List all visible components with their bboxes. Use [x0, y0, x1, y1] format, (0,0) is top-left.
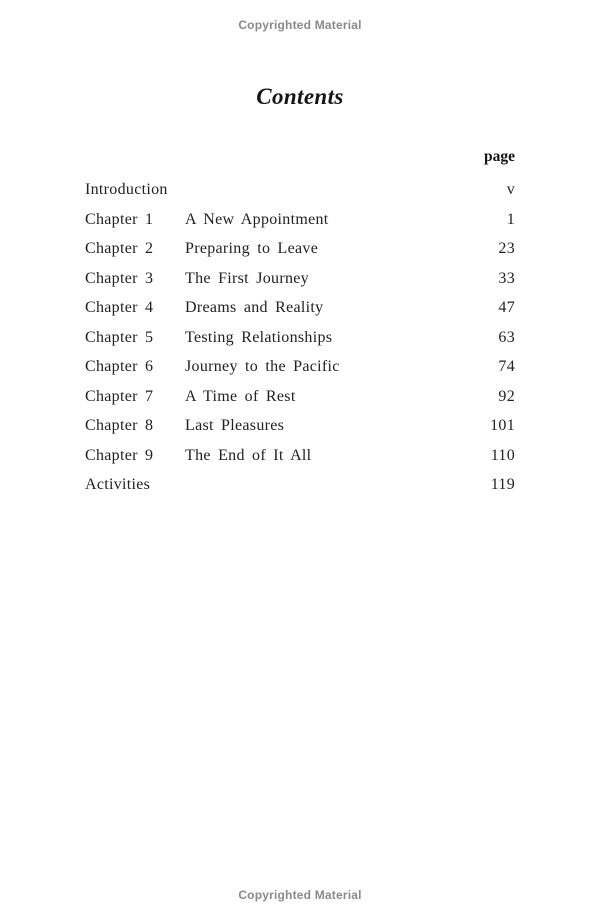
toc-row-page: 119 — [490, 476, 515, 493]
toc-row-label: Chapter 1 — [85, 210, 154, 228]
table-of-contents — [85, 146, 515, 500]
toc-row-page: 47 — [498, 299, 515, 316]
toc-row-label: Introduction — [85, 181, 168, 198]
toc-row-chapter-8 — [85, 411, 515, 441]
toc-row-page: 33 — [498, 269, 515, 287]
toc-row-page: 110 — [490, 446, 515, 464]
toc-row-title: Dreams and Reality — [185, 299, 324, 316]
toc-row-title: A Time of Rest — [185, 387, 296, 405]
toc-row-label: Chapter 8 — [85, 417, 154, 434]
toc-row-title — [185, 470, 455, 500]
toc-row-title: Journey to the Pacific — [185, 358, 340, 375]
toc-row-title: The End of It All — [185, 446, 312, 464]
toc-row-label: Chapter 6 — [85, 358, 154, 375]
toc-row-introduction — [85, 175, 515, 205]
toc-row-title: Last Pleasures — [185, 417, 285, 434]
copyright-footer: Copyrighted Material — [238, 888, 362, 902]
copyright-header: Copyrighted Material — [238, 18, 362, 32]
toc-row-chapter-5 — [85, 323, 515, 353]
toc-page-column-header: page — [484, 148, 515, 165]
page-title: Contents — [256, 84, 344, 109]
toc-row-chapter-6 — [85, 352, 515, 382]
toc-row-label: Chapter 7 — [85, 387, 154, 405]
toc-row-label: Chapter 3 — [85, 269, 154, 287]
toc-row-activities — [85, 470, 515, 500]
toc-row-page: v — [506, 181, 515, 198]
toc-row-chapter-4 — [85, 293, 515, 323]
toc-row-label: Activities — [85, 476, 151, 493]
toc-row-page: 1 — [506, 210, 515, 228]
toc-row-chapter-2 — [85, 234, 515, 264]
toc-row-page: 92 — [498, 387, 515, 405]
toc-row-title: Preparing to Leave — [185, 240, 319, 257]
toc-row-title: Testing Relationships — [185, 328, 333, 346]
toc-row-title: A New Appointment — [185, 210, 329, 228]
toc-row-label: Chapter 4 — [85, 299, 154, 316]
toc-row-chapter-9 — [85, 441, 515, 471]
toc-row-chapter-1 — [85, 205, 515, 235]
toc-row-title — [185, 175, 455, 205]
toc-row-page: 23 — [498, 240, 515, 257]
toc-row-chapter-3 — [85, 264, 515, 294]
toc-row-label: Chapter 5 — [85, 328, 154, 346]
toc-row-label: Chapter 9 — [85, 446, 154, 464]
toc-row-page: 63 — [498, 328, 515, 346]
toc-row-page: 101 — [490, 417, 515, 434]
toc-row-chapter-7 — [85, 382, 515, 412]
toc-row-page: 74 — [498, 358, 515, 375]
toc-row-title: The First Journey — [185, 269, 309, 287]
toc-row-label: Chapter 2 — [85, 240, 154, 257]
